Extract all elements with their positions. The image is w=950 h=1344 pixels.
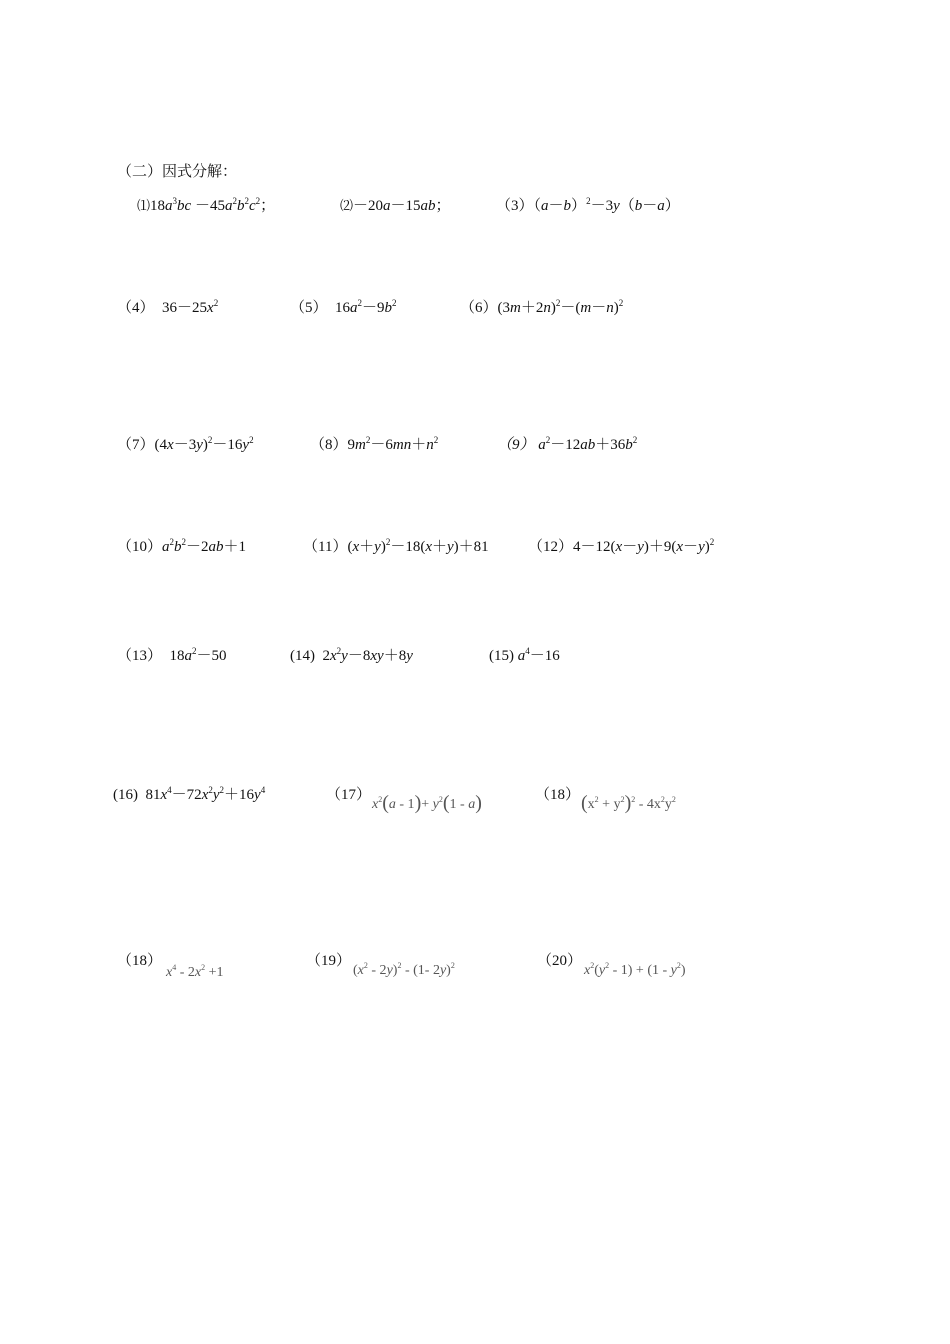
problem-1 (137, 196, 275, 217)
problem-5 (290, 298, 397, 319)
problem-label: (14) (290, 648, 315, 664)
problem-expression: $(x^2 + y^2)^2 - 4x^2y^2$ (581, 792, 676, 814)
problem-2 (340, 196, 451, 216)
problem-18b (166, 963, 224, 984)
problem-expression: $18a^2-50$ (169, 646, 227, 664)
problem-17 (372, 792, 482, 816)
problem-3 (496, 196, 680, 217)
problem-10 (117, 537, 246, 558)
problem-label: (16) (113, 787, 138, 803)
problem-label: ⑴ (137, 198, 151, 213)
problem-12 (528, 537, 714, 558)
problem-expression: $(4x-3y)^2-16y^2$ (154, 435, 254, 453)
problem-6 (460, 298, 623, 319)
problem-17-label: （17） (326, 787, 372, 803)
problem-expression: $(x^2 - 2y)^2 - (1-$ 2y)$^2$ (353, 961, 455, 978)
problem-label: （8） (310, 437, 348, 453)
problem-18b-label: （18） (117, 953, 163, 969)
problem-20 (584, 961, 686, 982)
problem-15 (489, 646, 560, 667)
problem-expression: $a^4-16$ (517, 646, 560, 664)
problem-expression: $36-25x^2$ (162, 298, 219, 316)
problem-expression: $a^2b^2-2ab+1$ (162, 537, 247, 555)
problem-label: (15) (489, 648, 514, 664)
problem-19-label: （19） (306, 953, 352, 969)
problem-expression: $4-12(x-y)+9(x-y)^2$ (573, 537, 715, 555)
problem-9 (497, 435, 637, 456)
problem-expression: $(3m+2n)^2-(m-n)^2$ (497, 298, 624, 316)
problem-20-label: （20） (537, 953, 583, 969)
problem-13 (117, 646, 227, 667)
problem-expression: $16a^2-9b^2$ (335, 298, 397, 316)
problem-14 (290, 646, 413, 667)
problem-7 (117, 435, 254, 456)
problem-label: （6） (460, 300, 498, 316)
problem-label: （4） (117, 300, 155, 316)
problem-label: （3） (496, 198, 534, 214)
problem-expression: －20a－15ab； (353, 198, 451, 214)
section-title: （二）因式分解： (117, 164, 238, 180)
problem-expression: $x^2(y^2 - 1) + (1 - y^2)$ (584, 961, 686, 978)
problem-label: （5） (290, 300, 328, 316)
problem-expression: $a^2-12ab+36b^2$ (538, 435, 638, 453)
problem-label: （10） (117, 539, 163, 555)
problem-19 (353, 961, 455, 982)
problem-18a (581, 792, 676, 816)
problem-expression: $(x+y)^2-18(x+y)+81$ (347, 537, 489, 555)
problem-expression: $9m^2-6mn+n^2$ (347, 435, 439, 453)
problem-label: （13） (117, 648, 163, 664)
problem-16 (113, 785, 265, 806)
problem-11 (303, 537, 489, 558)
problem-expression: $2x^2y-8xy+8y$ (322, 646, 413, 664)
problem-expression: $(a-b)^2-3y(b-a)$ (533, 196, 680, 214)
problem-label: （11） (303, 539, 348, 555)
problem-8 (310, 435, 438, 456)
problem-label: （12） (528, 539, 574, 555)
problem-label: （9） (497, 437, 535, 453)
problem-expression: $81x^4-72x^2y^2+16y^4$ (145, 785, 266, 803)
problem-18a-label: （18） (535, 787, 581, 803)
problem-expression: $18a^3bc -45a^2b^2c^2$； (150, 196, 276, 214)
problem-expression: $x^2(a - 1)+ y^2(1 - a)$ (372, 792, 482, 814)
problem-label: ⑵ (340, 198, 354, 213)
problem-expression: $x^4 - 2x^2 +1$ (166, 963, 224, 980)
problem-4 (117, 298, 218, 319)
problem-label: （7） (117, 437, 155, 453)
